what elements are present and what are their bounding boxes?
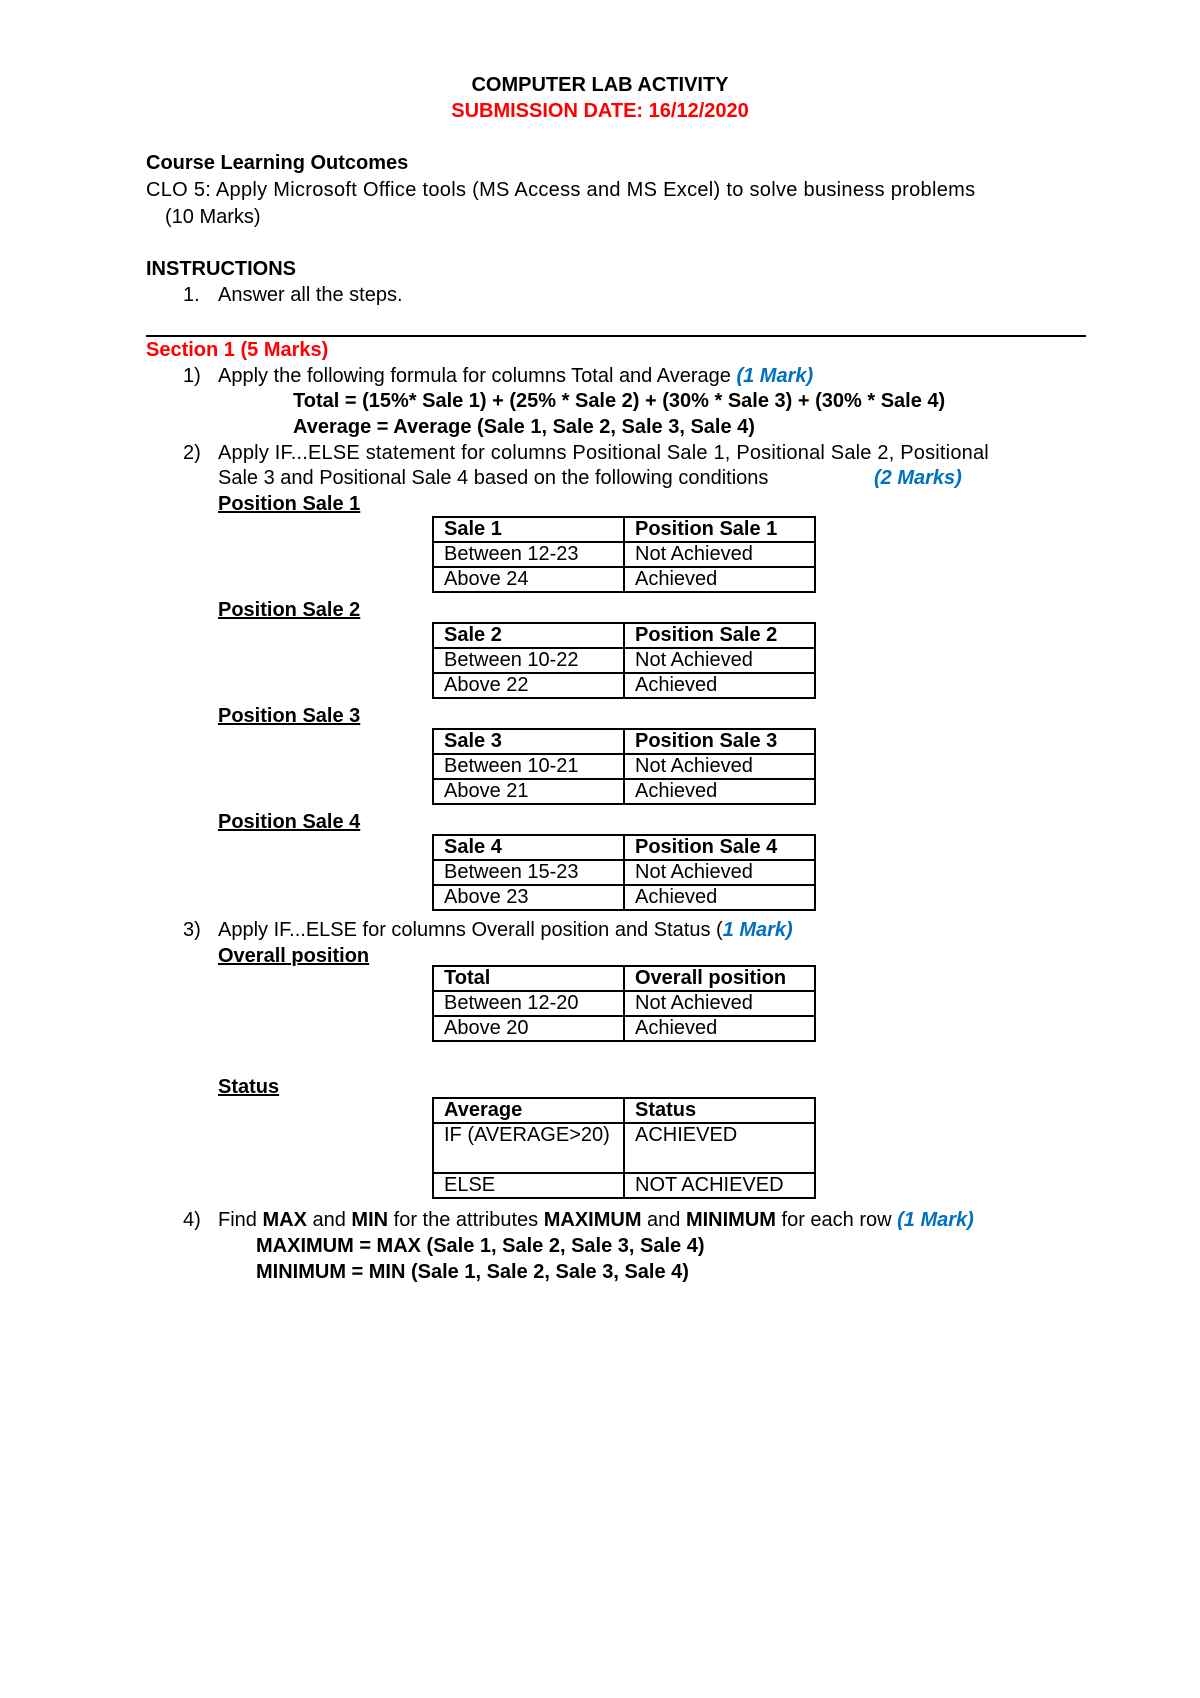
table-row <box>433 860 815 885</box>
step-1-text <box>218 364 813 388</box>
step-number: 2) <box>183 442 201 464</box>
instructions-heading: INSTRUCTIONS <box>146 258 296 280</box>
step-4-mark: (1 Mark) <box>897 1209 974 1231</box>
table-cell: ACHIEVED <box>624 1123 815 1173</box>
table-cell: IF (AVERAGE>20) <box>433 1123 624 1173</box>
table-cell: Above 23 <box>433 885 624 910</box>
position-sale-3-label: Position Sale 3 <box>218 705 361 727</box>
step-number: 1) <box>183 365 201 387</box>
clo-heading: Course Learning Outcomes <box>146 152 409 174</box>
step-2-mark: (2 Marks) <box>874 467 962 489</box>
table-header-row <box>433 623 815 648</box>
document-title: COMPUTER LAB ACTIVITY <box>471 74 729 96</box>
formula-minimum: MINIMUM = MIN (Sale 1, Sale 2, Sale 3, Sale 4) <box>256 1261 689 1283</box>
position-sale-2-label: Position Sale 2 <box>218 599 361 621</box>
table-cell: Not Achieved <box>624 860 815 885</box>
status-table <box>432 1097 816 1199</box>
table-header-cell: Average <box>433 1098 624 1123</box>
step-4-keyword: MAX <box>262 1209 307 1231</box>
instruction-number: 1. <box>183 284 200 306</box>
clo-marks: (10 Marks) <box>165 206 261 228</box>
table-row <box>433 542 815 567</box>
position-sale-1-table <box>432 516 816 593</box>
position-sale-1-label: Position Sale 1 <box>218 493 361 515</box>
table-header-row <box>433 966 815 991</box>
step-number: 4) <box>183 1209 201 1231</box>
step-4-text-part: for the attributes <box>388 1209 544 1231</box>
table-cell: Not Achieved <box>624 648 815 673</box>
step-4-keyword: MAXIMUM <box>543 1209 642 1231</box>
position-sale-2-table <box>432 622 816 699</box>
table-cell: Not Achieved <box>624 991 815 1016</box>
table-cell: Between 10-21 <box>433 754 624 779</box>
table-cell: Achieved <box>624 567 815 592</box>
overall-position-label: Overall position <box>218 945 370 967</box>
table-cell: Achieved <box>624 779 815 804</box>
table-row <box>433 1173 815 1198</box>
table-header-cell: Position Sale 4 <box>624 835 815 860</box>
step-number: 3) <box>183 919 201 941</box>
instruction-text: Answer all the steps. <box>218 284 403 306</box>
table-header-cell: Position Sale 3 <box>624 729 815 754</box>
table-header-cell: Total <box>433 966 624 991</box>
table-cell: Achieved <box>624 673 815 698</box>
table-row <box>433 754 815 779</box>
step-4-keyword: MINIMUM <box>685 1209 776 1231</box>
step-1-instruction: Apply the following formula for columns Total and Average <box>218 365 737 387</box>
table-row <box>433 885 815 910</box>
table-cell: Above 24 <box>433 567 624 592</box>
table-row <box>433 779 815 804</box>
step-1-mark: (1 Mark) <box>736 365 814 387</box>
table-cell: Between 12-20 <box>433 991 624 1016</box>
table-row <box>433 567 815 592</box>
table-cell: Not Achieved <box>624 542 815 567</box>
table-header-cell: Position Sale 2 <box>624 623 815 648</box>
table-cell: Achieved <box>624 1016 815 1041</box>
step-4-text-part: for each row <box>775 1209 898 1231</box>
table-cell: ELSE <box>433 1173 624 1198</box>
table-header-cell: Status <box>624 1098 815 1123</box>
table-row <box>433 1016 815 1041</box>
formula-total: Total = (15%* Sale 1) + (25% * Sale 2) + (30% * Sale 3) + (30% * Sale 4) <box>293 390 946 412</box>
section-title: Section 1 (5 Marks) <box>146 339 329 361</box>
table-cell: NOT ACHIEVED <box>624 1173 815 1198</box>
table-row <box>433 1123 815 1173</box>
table-cell: Above 21 <box>433 779 624 804</box>
submission-date: SUBMISSION DATE: 16/12/2020 <box>451 100 749 122</box>
table-header-cell: Sale 1 <box>433 517 624 542</box>
step-4-text-part: and <box>306 1209 352 1231</box>
section-divider <box>146 335 1086 337</box>
table-header-row <box>433 729 815 754</box>
table-cell: Between 10-22 <box>433 648 624 673</box>
position-sale-4-table <box>432 834 816 911</box>
position-sale-3-table <box>432 728 816 805</box>
clo-text: CLO 5: Apply Microsoft Office tools (MS Access and MS Excel) to solve business problems <box>146 179 976 201</box>
table-header-cell: Position Sale 1 <box>624 517 815 542</box>
step-3-text <box>218 918 793 942</box>
table-cell: Between 12-23 <box>433 542 624 567</box>
formula-maximum: MAXIMUM = MAX (Sale 1, Sale 2, Sale 3, Sale 4) <box>256 1235 705 1257</box>
table-cell: Achieved <box>624 885 815 910</box>
step-4-keyword: MIN <box>351 1209 389 1231</box>
table-header-cell: Sale 3 <box>433 729 624 754</box>
table-header-cell: Sale 4 <box>433 835 624 860</box>
status-label: Status <box>218 1076 280 1098</box>
table-row <box>433 673 815 698</box>
table-cell: Between 15-23 <box>433 860 624 885</box>
table-header-cell: Overall position <box>624 966 815 991</box>
position-sale-4-label: Position Sale 4 <box>218 811 361 833</box>
step-4-text <box>218 1208 974 1232</box>
table-header-cell: Sale 2 <box>433 623 624 648</box>
step-2-text-line1: Apply IF...ELSE statement for columns Positional Sale 1, Positional Sale 2, Positional <box>218 442 989 464</box>
table-row <box>433 648 815 673</box>
step-4-text-part: Find <box>218 1209 263 1231</box>
table-cell: Above 20 <box>433 1016 624 1041</box>
step-2-text-line2: Sale 3 and Positional Sale 4 based on the following conditions <box>218 467 769 489</box>
table-row <box>433 991 815 1016</box>
formula-average: Average = Average (Sale 1, Sale 2, Sale 3, Sale 4) <box>293 416 755 438</box>
step-3-mark: 1 Mark) <box>722 919 793 941</box>
table-cell: Not Achieved <box>624 754 815 779</box>
overall-position-table <box>432 965 816 1042</box>
table-header-row <box>433 1098 815 1123</box>
step-3-instruction: Apply IF...ELSE for columns Overall position and Status ( <box>218 919 723 941</box>
table-header-row <box>433 517 815 542</box>
step-4-text-part: and <box>641 1209 686 1231</box>
table-cell: Above 22 <box>433 673 624 698</box>
table-header-row <box>433 835 815 860</box>
